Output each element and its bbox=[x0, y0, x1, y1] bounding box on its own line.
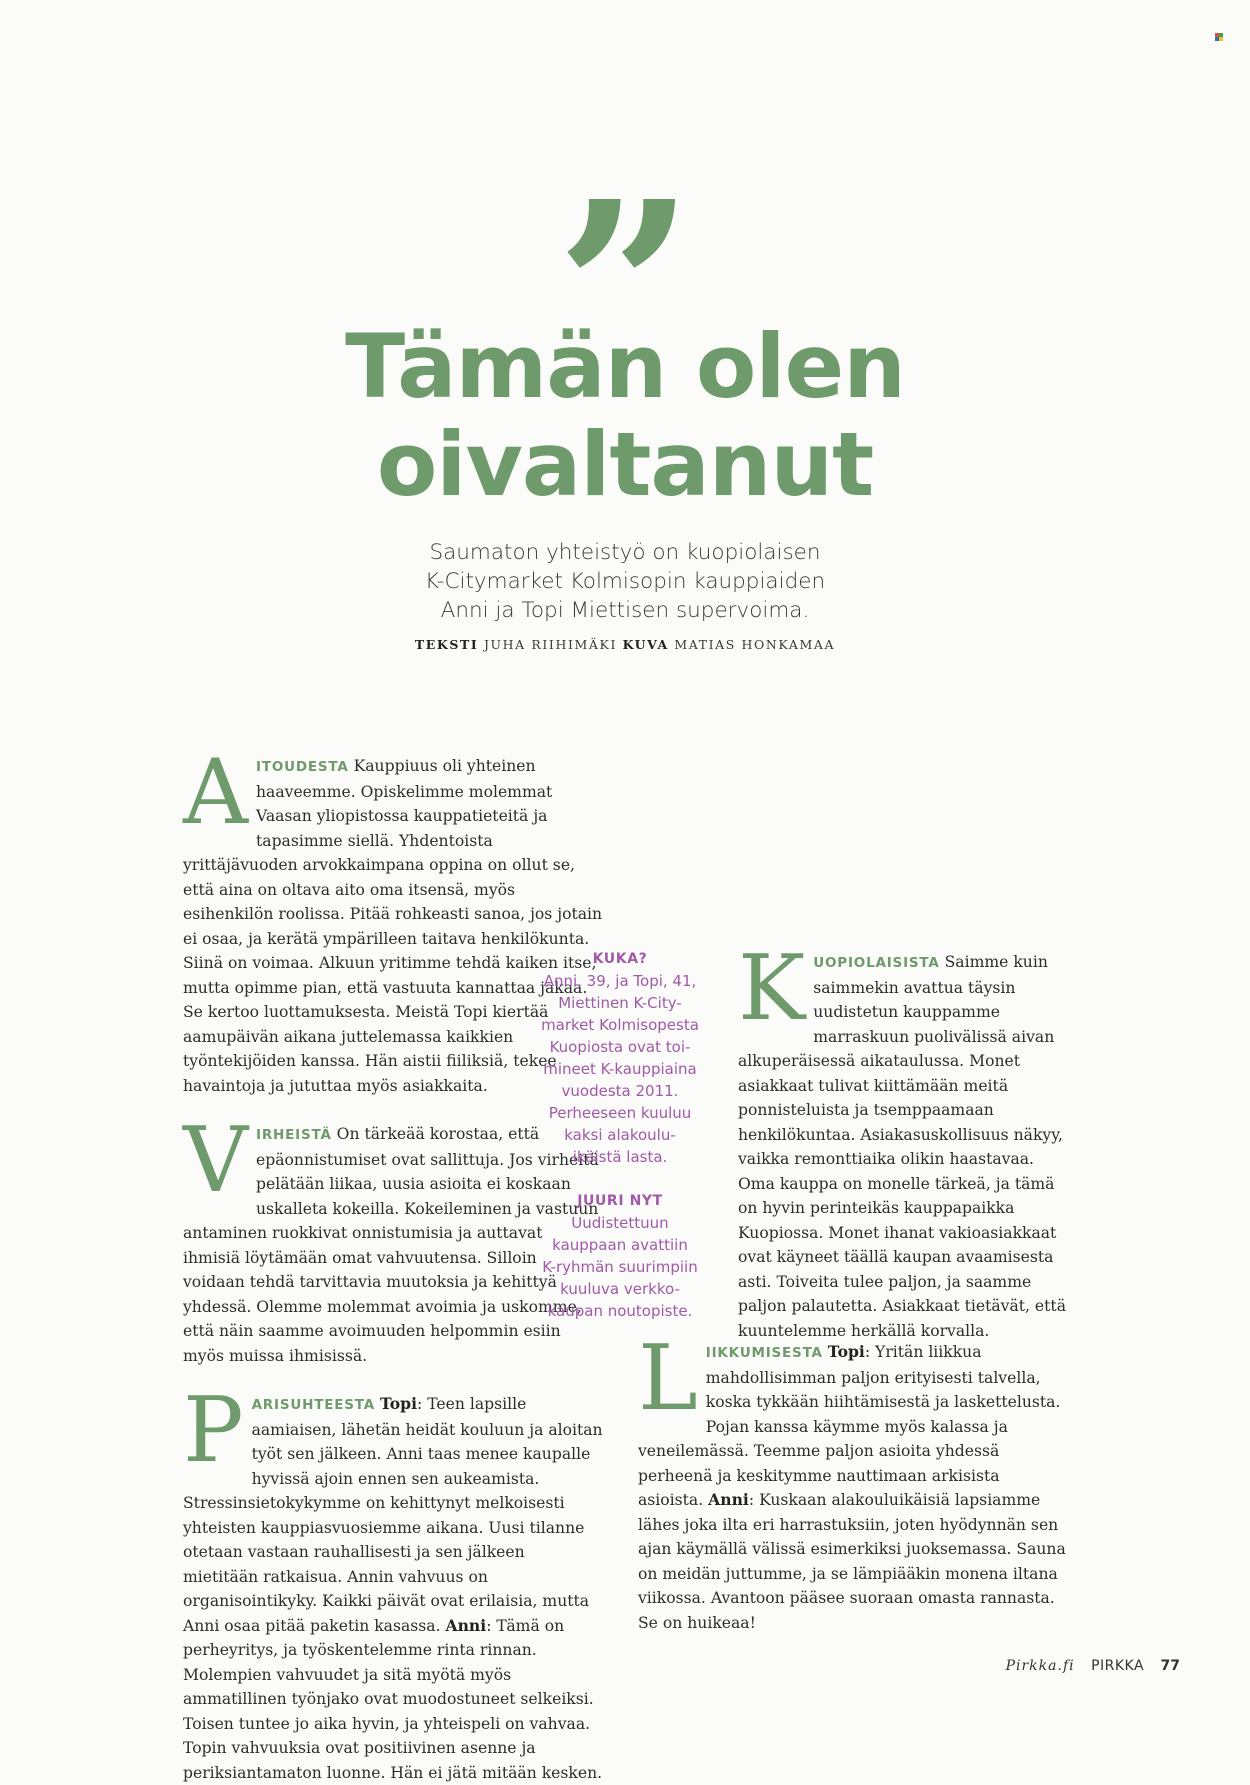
byline-photo-label: KUVA bbox=[622, 637, 669, 652]
speaker-anni: Anni bbox=[708, 1490, 749, 1509]
speaker-topi: Topi bbox=[827, 1342, 865, 1361]
lead-line-1: Saumaton yhteistyö on kuopiolaisen bbox=[429, 540, 821, 565]
fact-box-kuka-line: kaksi alakoulu- bbox=[564, 1126, 676, 1144]
fact-box bbox=[530, 948, 710, 1322]
text-virheista: On tärkeää korostaa, että epäonnistumiset ovat sallittuja. Jos virheitä pelätään liikaa, uusia asioita ei koskaan uskalleta kokeilla. Kokeileminen ja vastuun antaminen ruokkivat onnistumisia ja auttavat ihmisiä löytämään omat vahvuutensa. Silloin voidaan tehdä tarvittavia muutoksia ja kehittyä yhdessä. Olemme molemmat avoimia ja uskomme, että näin saamme avoimuuden helpommin esiin myös muissa ihmisissä. bbox=[183, 1125, 599, 1365]
section-kuopiolaisista bbox=[738, 936, 1068, 1343]
fact-box-nyt-line: kauppaan avattiin bbox=[552, 1236, 688, 1254]
speaker-topi: Topi bbox=[379, 1394, 418, 1413]
text-liikkumisesta-2: : Kuskaan alakouluikäisiä lapsiamme lähes joka ilta eri harrastuksiin, joten hyödynnän sen ajan käymällä välissä esimerkiksi juoksemassa. Sauna on meidän juttumme, ja se lämpiääkin monena iltana viikossa. Avantoon pääsee suoraan omasta rannasta. Se on huikeaa! bbox=[638, 1491, 1066, 1632]
fact-box-kuka-line: market Kolmisopesta bbox=[541, 1016, 699, 1034]
text-parisuhteesta-2: : Tämä on perheyritys, ja työskentelemme rinta rinnan. Molempien vahvuudet ja sitä myötä myös ammatillinen työnjako ovat muodostuneet selkeiksi. Toisen tuntee jo aika hyvin, ja yhteispeli on vahvaa. Topin vahvuuksia ovat positiivinen asenne ja periksiantamaton luonne. Hän ei jätä mitään kesken. bbox=[183, 1616, 603, 1782]
fact-box-kuka-line: mineet K-kauppiaina bbox=[543, 1060, 697, 1078]
fact-box-nyt-heading: JUURI NYT bbox=[577, 1193, 663, 1209]
page-title bbox=[0, 315, 1250, 516]
speaker-anni: Anni bbox=[445, 1615, 487, 1635]
lead-word-liikkumisesta: IIKKUMISESTA bbox=[705, 1345, 823, 1361]
lead-word-virheista: IRHEISTÄ bbox=[256, 1127, 332, 1143]
fact-box-kuka-line: Kuopiosta ovat toi- bbox=[549, 1038, 691, 1056]
dropcap-v: V bbox=[183, 1108, 248, 1213]
text-parisuhteesta-1: : Teen lapsille aamiaisen, lähetän heidät kouluun ja aloitan työt sen jälkeen. Anni taas menee kaupalle hyvissä ajoin ennen sen aukeamista. Stressinsietokykymme on kehittynyt melkoisesti yhteisten kauppiasvuosiemme aikana. Uusi tilanne otetaan vastaan rauhallisesti ja sen jälkeen mietitään ratkaisua. Annin vahvuus on organisointikyky. Kaikki päivät ovat erilaisia, mutta Anni osaa pitää paketin kasassa. bbox=[183, 1395, 603, 1635]
column-right bbox=[738, 936, 1068, 1343]
dropcap-l: L bbox=[638, 1326, 698, 1431]
fact-box-kuka-heading: KUKA? bbox=[592, 951, 648, 967]
fact-box-nyt-line: K-ryhmän suurimpiin bbox=[542, 1258, 698, 1276]
dropcap-p: P bbox=[183, 1378, 244, 1483]
fact-box-nyt-line: kuuluva verkko- bbox=[560, 1280, 680, 1298]
lead-paragraph bbox=[0, 538, 1250, 625]
text-liikkumisesta-1: : Yritän liikkua mahdollisimman paljon erityisesti talvella, koska tykkään hiihtämisestä ja laskettelusta. Pojan kanssa käymme myös kalassa ja veneilemässä. Teemme paljon asioita yhdessä perheenä ja keskitymme nauttimaan arkisista asioista. bbox=[638, 1343, 1061, 1509]
section-liikkumisesta bbox=[638, 1326, 1068, 1635]
fact-box-nyt-line: kaupan noutopiste. bbox=[547, 1302, 693, 1320]
fact-box-nyt-line: Uudistettuun bbox=[571, 1214, 669, 1232]
footer-site: Pirkka.fi bbox=[1005, 1658, 1075, 1674]
color-registration-mark bbox=[1215, 33, 1223, 41]
text-aitoudesta: Kauppiuus oli yhteinen haaveemme. Opiskelimme molemmat Vaasan yliopistossa kauppatieteitä ja tapasimme siellä. Yhdentoista yrittäjävuoden arvokkaimpana oppina on ollut se, että aina on oltava aito oma itsensä, myös esihenkilön roolissa. Pitää rohkeasti sanoa, jos jotain ei osaa, ja kerätä ympärilleen taitava henkilökunta. Siinä on voimaa. Alkuun yritimme tehdä kaiken itse, mutta opimme pian, että vastuuta kannattaa jakaa. Se kertoo luottamuksesta. Meistä Topi kiertää aamupäivän aikana juttelemassa kaikkien työntekijöiden kanssa. Hän aistii fiiliksiä, tekee havaintoja ja jututtaa myös asiakkaita. bbox=[183, 757, 603, 1095]
title-line-2: oivaltanut bbox=[376, 413, 874, 516]
lead-word-aitoudesta: ITOUDESTA bbox=[256, 759, 349, 775]
lead-line-3: Anni ja Topi Miettisen supervoima. bbox=[440, 598, 810, 623]
byline bbox=[0, 637, 1250, 652]
byline-photographer: MATIAS HONKAMAA bbox=[674, 637, 836, 652]
footer-magazine: PIRKKA bbox=[1091, 1658, 1145, 1674]
section-parisuhteesta bbox=[183, 1378, 603, 1785]
lead-word-parisuhteesta: ARISUHTEESTA bbox=[251, 1397, 375, 1413]
byline-text-label: TEKSTI bbox=[414, 637, 479, 652]
text-kuopiolaisista: Saimme kuin saimmekin avattua täysin uudistetun kauppamme marraskuun puolivälissä aivan alkuperäisessä aikataulussa. Monet asiakkaat tulivat kiittämään meitä ponnisteluista ja tsemppaamaan henkilökuntaa. Asiakasuskollisuus näkyy, vaikka remonttiaika olikin haastavaa. Oma kauppa on monelle tärkeä, ja tämä on hyvin perinteikäs kauppapaikka Kuopiossa. Monet ihanat vakioasiakkaat ovat käyneet täällä kaupan avaamisesta asti. Toiveita tulee paljon, ja saamme paljon palautetta. Asiakkaat tietävät, että kuuntelemme herkällä korvalla. bbox=[738, 953, 1066, 1340]
page-number: 77 bbox=[1160, 1658, 1180, 1674]
fact-box-kuka-line: Perheeseen kuuluu bbox=[548, 1104, 692, 1122]
title-line-1: Tämän olen bbox=[345, 315, 905, 418]
page-footer bbox=[1000, 1658, 1180, 1674]
fact-box-kuka-line: vuodesta 2011. bbox=[561, 1082, 679, 1100]
column-right-bottom bbox=[638, 1326, 1068, 1635]
fact-box-kuka-line: Anni, 39, ja Topi, 41, bbox=[543, 972, 697, 990]
quote-mark-icon bbox=[0, 170, 1250, 310]
byline-writer: JUHA RIIHIMÄKI bbox=[483, 637, 618, 652]
lead-line-2: K-Citymarket Kolmisopin kauppiaiden bbox=[424, 569, 826, 594]
dropcap-a: A bbox=[183, 740, 248, 845]
lead-word-kuopiolaisista: UOPIOLAISISTA bbox=[813, 955, 940, 971]
dropcap-k: K bbox=[738, 936, 806, 1041]
fact-box-kuka-line: Miettinen K-City- bbox=[558, 994, 682, 1012]
fact-box-kuka-line: ikäistä lasta. bbox=[572, 1148, 668, 1166]
